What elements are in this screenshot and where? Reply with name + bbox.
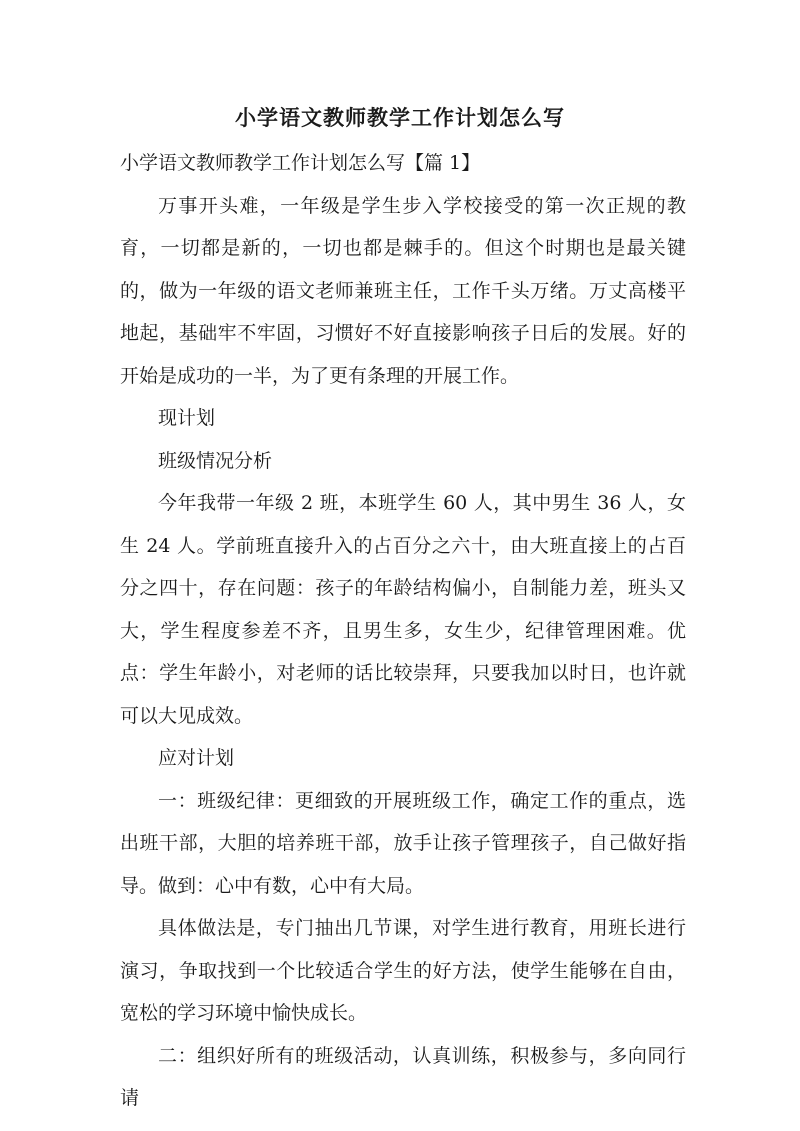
paragraph-intro: 万事开头难，一年级是学生步入学校接受的第一次正规的教育，一切都是新的，一切也都是棘手的。但这个时期也是最关键的，做为一年级的语文老师兼班主任，工作千头万绪。万丈高楼平地起，基础牢不牢固，习惯好不好直接影响孩子日后的发展。好的开始是成功的一半，为了更有条理的开展工作。 [120,194,686,387]
paragraph-method: 具体做法是，专门抽出几节课，对学生进行教育，用班长进行演习，争取找到一个比较适合学生的好方法，使学生能够在自由，宽松的学习环境中愉快成长。 [120,917,686,1024]
document-body [120,142,686,1120]
heading-response-plan: 应对计划 [158,747,235,769]
document-title: 小学语文教师教学工作计划怎么写 [235,105,565,130]
paragraph-activities: 二：组织好所有的班级活动，认真训练，积极参与，多向同行请 [120,1044,686,1109]
paragraph-discipline: 一：班级纪律：更细致的开展班级工作，确定工作的重点，选出班干部，大胆的培养班干部，放手让孩子管理孩子，自己做好指导。做到：心中有数，心中有大局。 [120,789,686,897]
heading-class-analysis: 班级情况分析 [158,449,273,472]
heading-plan: 现计划 [158,407,216,429]
document-subtitle: 小学语文教师教学工作计划怎么写【篇 1】 [120,152,481,174]
paragraph-class-analysis: 今年我带一年级 2 班，本班学生 60 人，其中男生 36 人，女生 24 人。学前班直接升入的占百分之六十，由大班直接上的占百分之四十，存在问题：孩子的年龄结构偏小，自制能力差，班头又大，学生程度参差不齐，且男生多，女生少，纪律管理困难。优点：学生年龄小，对老师的话比较崇拜，只要我加以时日，也许就可以大见成效。 [120,492,686,727]
